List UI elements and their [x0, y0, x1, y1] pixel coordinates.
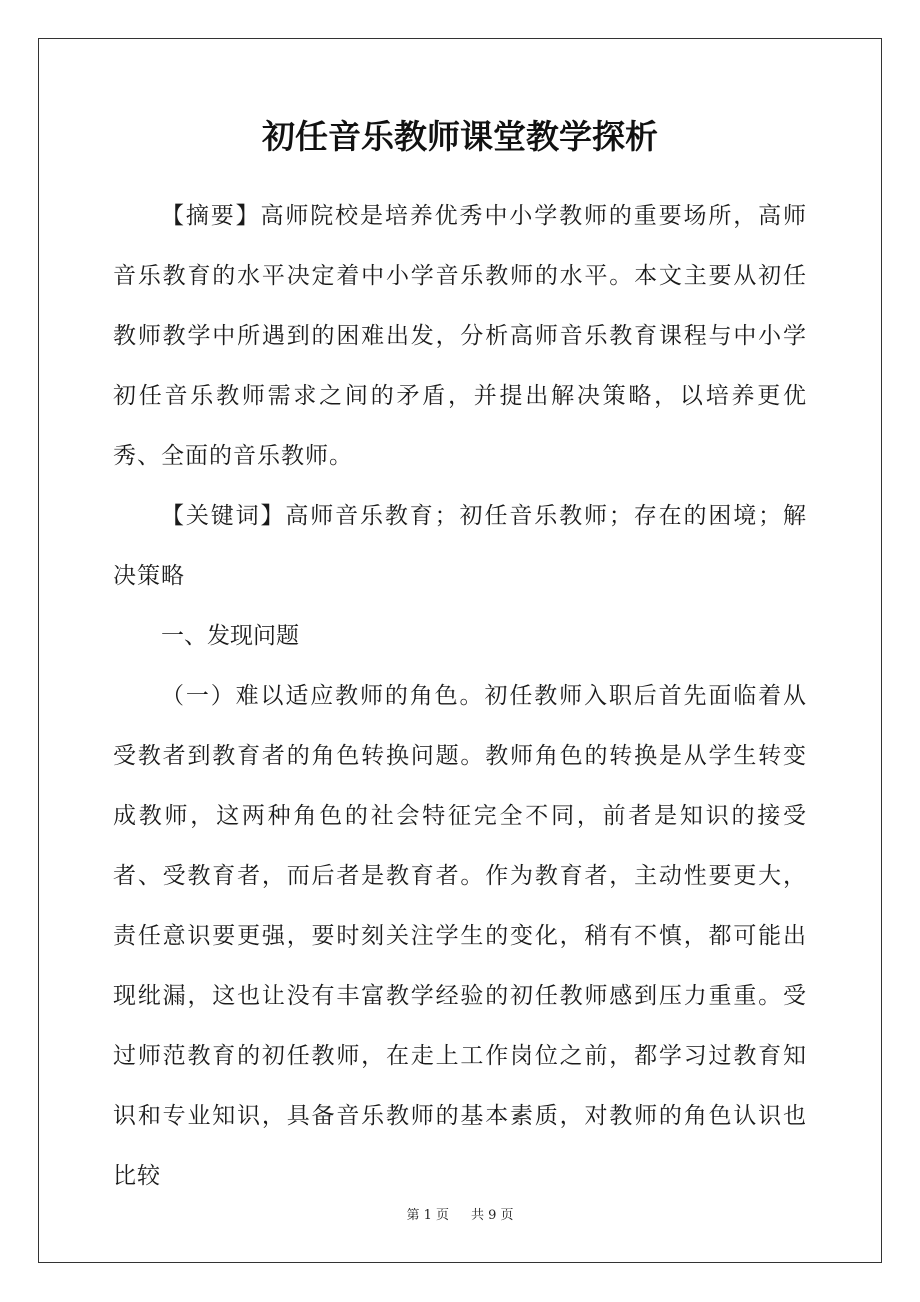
document-body	[113, 186, 807, 1206]
page-total: 共 9 页	[471, 1208, 514, 1223]
document-title: 初任音乐教师课堂教学探析	[262, 117, 658, 156]
keywords-paragraph: 【关键词】高师音乐教育；初任音乐教师；存在的困境；解决策略	[113, 503, 807, 589]
page-footer	[0, 1207, 920, 1225]
section-heading: 一、发现问题	[161, 623, 299, 649]
page-number: 第 1 页	[406, 1208, 449, 1223]
body-paragraph: （一）难以适应教师的角色。初任教师入职后首先面临着从受教者到教育者的角色转换问题。教师角色的转换是从学生转变成教师，这两种角色的社会特征完全不同，前者是知识的接受者、受教育者，而后者是教育者。作为教育者，主动性要更大，责任意识要更强，要时刻关注学生的变化，稍有不慎，都可能出现纰漏，这也让没有丰富教学经验的初任教师感到压力重重。受过师范教育的初任教师，在走上工作岗位之前，都学习过教育知识和专业知识，具备音乐教师的基本素质，对教师的角色认识也比较	[113, 683, 807, 1189]
abstract-paragraph: 【摘要】高师院校是培养优秀中小学教师的重要场所，高师音乐教育的水平决定着中小学音乐教师的水平。本文主要从初任教师教学中所遇到的困难出发，分析高师音乐教育课程与中小学初任音乐教师需求之间的矛盾，并提出解决策略，以培养更优秀、全面的音乐教师。	[113, 203, 807, 469]
